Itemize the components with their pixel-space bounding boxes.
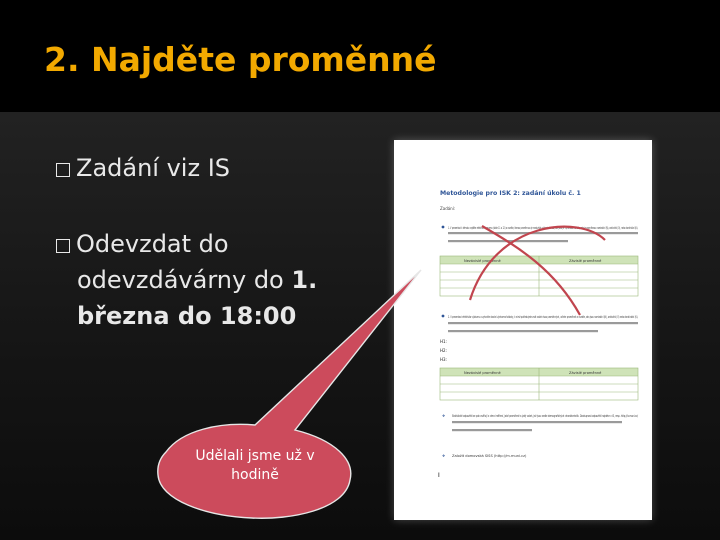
svg-text:Založit domovská SISS (http://: Založit domovská SISS (http://m.muni.cz) [452,454,527,458]
svg-text:Závislé proměnné: Závislé proměnné [569,371,602,375]
svg-text:Závislé proměnné: Závislé proměnné [569,259,602,263]
svg-text:1. V prezentaci k tématu najdě: 1. V prezentaci k tématu najděte efektivní vyznamu (slide 11 a 12) a uveďte, kterou proměnnou je nezávislá a která závislá, tak jako je v příkladu nahoře, zda je proměnnou nominální (N), ordinální (O), nebo kardinální (K). [448,226,638,230]
doc-subheading: Zadání: [440,206,456,211]
bullet-text: Zadání viz IS [76,154,231,182]
slide-title: 2. Najděte proměnné [44,40,437,79]
doc-cursor-mark: I [438,472,440,479]
svg-text:❖: ❖ [442,454,446,458]
svg-text:H1:: H1: [440,339,447,344]
bullet-line1: Odevzdat do [76,230,229,258]
callout-text: Udělali jsme už v hodině [195,448,315,483]
bullet-line2: odevzdávárny do 1. [77,266,318,294]
crossing-arcs [470,226,605,315]
svg-text:2. V prezentaci efektivita výz: 2. V prezentaci efektivita výzkumu a vytvořte vlastní výzkumné otázky, k nimž potřebujete znát vztah dvou proměnných, určete proměnné a uveďte, zda jsou nominální (N), ordinální (O) nebo kardinální (K). [448,315,638,319]
svg-text:H2:: H2: [440,348,447,353]
svg-text:Nezávislé proměnné: Nezávislé proměnné [464,259,501,263]
svg-text:❖: ❖ [442,414,446,418]
svg-text:H3:: H3: [440,357,447,362]
svg-text:Nezávislé proměnné: Nezávislé proměnné [464,371,501,375]
svg-text:Statistické odpovědi se pak ov: Statistické odpovědi se pak ověřují v rámci měření, jaké proměnné a jaký vztah, jež jsou vedle demografických charakteristik. Dostupnost odpovědí najdete v IS, resp. http://is.muni.cz/ [452,414,639,418]
bullet-line3: března do 18:00 [77,302,297,330]
doc-heading: Metodologie pro ISK 2: zadání úkolu č. 1 [440,190,581,197]
